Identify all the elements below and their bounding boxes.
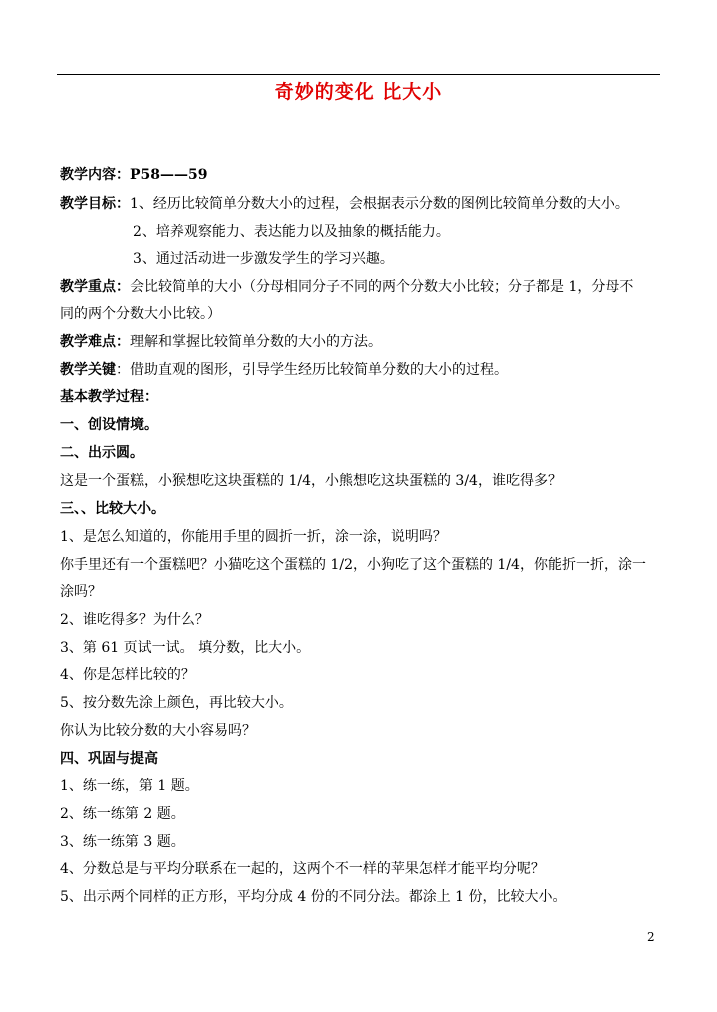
- section-3-line-2: 你手里还有一个蛋糕吧？小猫吃这个蛋糕的 1/2，小狗吃了这个蛋糕的 1/4，你能折一折，涂一: [60, 557, 646, 573]
- page-title: 奇妙的变化 比大小: [274, 81, 443, 103]
- content-line: [60, 164, 208, 186]
- objectives-line: [60, 193, 629, 215]
- key-label: 教学关键: [60, 362, 116, 378]
- section-4-line-5: 5、出示两个同样的正方形，平均分成 4 份的不同分法。都涂上 1 份，比较大小。: [60, 889, 567, 905]
- key-line: [60, 359, 508, 381]
- section-heading-1: 一、创设情境。: [60, 417, 158, 433]
- section-4-line-3: 3、练一练第 3 题。: [60, 834, 185, 850]
- content-label: 教学内容：: [60, 167, 130, 183]
- section-2-text: 这是一个蛋糕，小猴想吃这块蛋糕的 1/4，小熊想吃这块蛋糕的 3/4，谁吃得多？: [60, 473, 562, 489]
- section-3-line-3: 涂吗？: [60, 584, 102, 600]
- difficulty-text: 理解和掌握比较简单分数的大小的方法。: [130, 334, 382, 350]
- section-4-line-1: 1、练一练，第 1 题。: [60, 778, 199, 794]
- section-3-line-4: 2、谁吃得多？为什么？: [60, 612, 209, 628]
- section-4-line-2: 2、练一练第 2 题。: [60, 806, 185, 822]
- difficulty-label: 教学难点：: [60, 334, 130, 350]
- section-heading-3: 三、、比较大小。: [60, 501, 165, 517]
- content-text: P58——59: [130, 167, 208, 183]
- key-points-label: 教学重点：: [60, 279, 130, 295]
- section-3-line-7: 5、按分数先涂上颜色，再比较大小。: [60, 695, 293, 711]
- section-4-line-4: 4、分数总是与平均分联系在一起的，这两个不一样的苹果怎样才能平均分呢？: [60, 861, 545, 877]
- objective-item-1: 1、经历比较简单分数大小的过程，会根据表示分数的图例比较简单分数的大小。: [130, 196, 629, 212]
- header-rule: [57, 74, 660, 75]
- objective-item-3: 3、通过活动进一步激发学生的学习兴趣。: [133, 251, 394, 267]
- section-3-line-1: 1、是怎么知道的，你能用手里的圆折一折，涂一涂，说明吗？: [60, 529, 447, 545]
- section-3-line-6: 4、你是怎样比较的？: [60, 667, 195, 683]
- key-text: ：借助直观的图形，引导学生经历比较简单分数的大小的过程。: [116, 362, 508, 378]
- section-heading-2: 二、出示圆。: [60, 445, 144, 461]
- key-points-text: 会比较简单的大小（分母相同分子不同的两个分数大小比较；分子都是 1，分母不: [130, 279, 634, 295]
- key-points-line: [60, 276, 633, 298]
- section-3-line-5: 3、第 61 页试一试。 填分数，比大小。: [60, 640, 311, 656]
- difficulty-line: [60, 331, 382, 353]
- page-number: 2: [647, 930, 655, 944]
- key-points-line-2: 同的两个分数大小比较。）: [60, 306, 221, 322]
- process-heading: 基本教学过程：: [60, 389, 158, 405]
- section-heading-4: 四、巩固与提高: [60, 751, 158, 767]
- section-3-line-8: 你认为比较分数的大小容易吗？: [60, 723, 256, 739]
- objective-item-2: 2、培养观察能力、表达能力以及抽象的概括能力。: [133, 224, 450, 240]
- objectives-label: 教学目标：: [60, 196, 130, 212]
